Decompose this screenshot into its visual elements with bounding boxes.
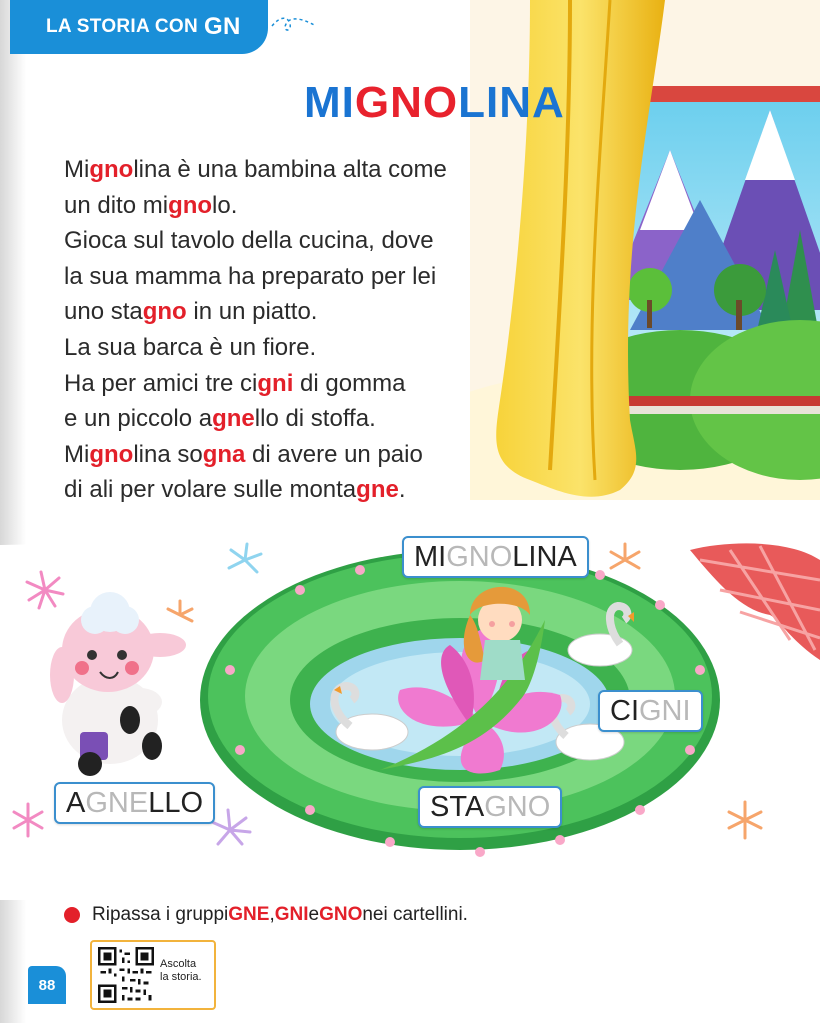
highlighted-syllable: gna: [202, 440, 246, 468]
exercise-instruction: Ripassa i gruppi GNE , GNI e GNO nei cartellini.: [64, 904, 468, 926]
swirl-decoration-icon: [270, 12, 320, 38]
section-label: LA STORIA CON: [46, 16, 199, 37]
bullet-dot-icon: [64, 907, 80, 923]
story-text-segment: di avere un paio: [245, 440, 423, 468]
page-number: 88: [28, 966, 66, 1004]
story-line: [64, 437, 524, 473]
story-line: [64, 152, 524, 188]
story-line: [64, 259, 524, 295]
story-line: [64, 472, 524, 508]
highlighted-syllable: gne: [356, 476, 399, 504]
highlighted-syllable: gno: [168, 191, 213, 219]
story-text-segment: di gomma: [293, 369, 406, 397]
highlighted-syllable: gno: [142, 298, 187, 326]
qr-label: Ascolta la storia.: [160, 958, 202, 983]
highlighted-syllable: gno: [89, 440, 134, 468]
story-line: [64, 188, 524, 224]
word-card-mignolina: MIGNOLINA: [402, 536, 589, 578]
story-text-segment: lina so: [133, 440, 203, 468]
story-text-segment: un dito mi: [64, 191, 169, 219]
story-text-segment: llo di stoffa.: [254, 405, 376, 433]
story-text-segment: lina è una bambina alta come: [133, 156, 447, 183]
story-line: [64, 223, 524, 259]
story-line: [64, 294, 524, 330]
story-text-segment: uno sta: [64, 298, 143, 326]
word-card-cigni: CIGNI: [598, 690, 703, 732]
story-text-segment: Mi: [64, 440, 90, 468]
story-text-segment: Mi: [64, 156, 90, 183]
highlighted-syllable: gne: [212, 405, 255, 433]
section-header-tab: [10, 0, 268, 54]
story-line: [64, 401, 524, 437]
story-text-segment: lo.: [212, 191, 238, 219]
section-group-label: GN: [204, 13, 241, 40]
story-text-segment: in un piatto.: [186, 298, 318, 326]
highlighted-syllable: gno: [89, 156, 134, 183]
word-card-agnello: AGNELLO: [54, 782, 215, 824]
story-text-segment: La sua barca è un fiore.: [64, 333, 317, 361]
story-line: [64, 366, 524, 402]
story-text-segment: e un piccolo a: [64, 405, 213, 433]
word-card-stagno: STAGNO: [418, 786, 562, 828]
story-text-segment: .: [398, 476, 406, 504]
story-text-segment: la sua mamma ha preparato per lei: [64, 262, 437, 290]
page-title: MIGNOLINA: [304, 78, 565, 127]
qr-code-icon[interactable]: [98, 947, 154, 1003]
highlighted-syllable: gni: [257, 369, 294, 397]
story-text-segment: Ha per amici tre ci: [64, 369, 258, 397]
story-text-segment: di ali per volare sulle monta: [64, 476, 357, 504]
audio-qr-box[interactable]: [90, 940, 216, 1010]
story-text-segment: Gioca sul tavolo della cucina, dove: [64, 227, 434, 255]
story-text: [64, 152, 524, 508]
story-line: [64, 330, 524, 366]
